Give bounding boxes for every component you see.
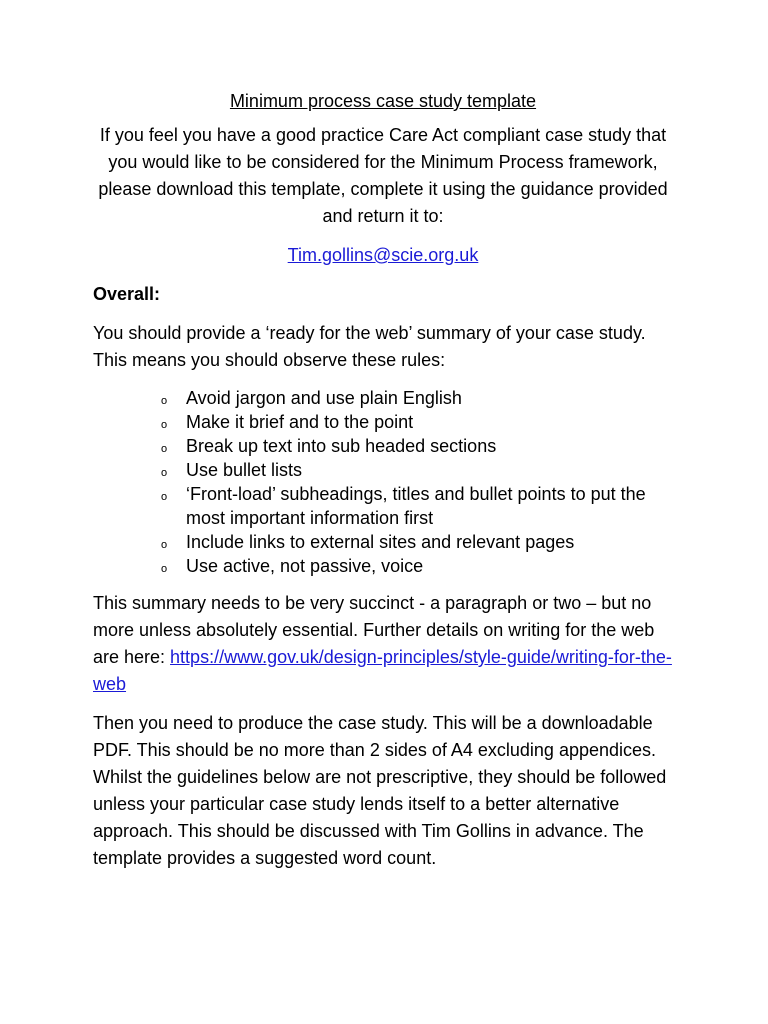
bullet-circle-icon: o — [161, 539, 168, 551]
document-title: Minimum process case study template — [229, 91, 537, 111]
list-item — [161, 458, 673, 482]
email-line — [93, 242, 673, 269]
list-item-text: Break up text into sub headed sections — [186, 436, 497, 456]
bullet-circle-icon: o — [161, 443, 168, 455]
intro-paragraph: If you feel you have a good practice Care Act compliant case study that you would like to be considered for the Minimum Process framework, please download this template, complete it using the guidance provided and return it to: — [98, 125, 668, 226]
document-page — [93, 88, 673, 884]
bullet-circle-icon: o — [161, 563, 168, 575]
bullet-circle-icon: o — [161, 467, 168, 479]
rules-list — [93, 386, 673, 578]
list-item — [161, 554, 673, 578]
list-item — [161, 434, 673, 458]
list-item-text: Include links to external sites and relevant pages — [186, 532, 575, 552]
summary-paragraph — [93, 590, 673, 698]
bullet-circle-icon: o — [161, 419, 168, 431]
list-item — [161, 482, 673, 530]
list-item-text: Make it brief and to the point — [186, 412, 414, 432]
list-item-text: ‘Front-load’ subheadings, titles and bullet points to put the most important information first — [186, 484, 646, 528]
overall-paragraph: You should provide a ‘ready for the web’ summary of your case study. This means you should observe these rules: — [93, 323, 646, 370]
list-item — [161, 386, 673, 410]
list-item-text: Use bullet lists — [186, 460, 303, 480]
list-item — [161, 410, 673, 434]
summary-text: This summary needs to be very succinct - a paragraph or two – but no more unless absolutely essential. Further details on writing for the web are here: — [93, 593, 655, 667]
list-item-text: Avoid jargon and use plain English — [186, 388, 462, 408]
style-guide-link[interactable]: https://www.gov.uk/design-principles/style-guide/writing-for-the-web — [93, 647, 672, 694]
case-study-paragraph: Then you need to produce the case study. This will be a downloadable PDF. This should be no more than 2 sides of A4 excluding appendices. Whilst the guidelines below are not prescriptive, they should be followed unless your particular case study lends itself to a better alternative approach. This should be discussed with Tim Gollins in advance. The template provides a suggested word count. — [93, 713, 667, 868]
list-item-text: Use active, not passive, voice — [186, 556, 424, 576]
list-item — [161, 530, 673, 554]
email-link[interactable]: Tim.gollins@scie.org.uk — [287, 245, 479, 265]
bullet-circle-icon: o — [161, 491, 168, 503]
bullet-circle-icon: o — [161, 395, 168, 407]
overall-heading: Overall: — [93, 284, 161, 304]
